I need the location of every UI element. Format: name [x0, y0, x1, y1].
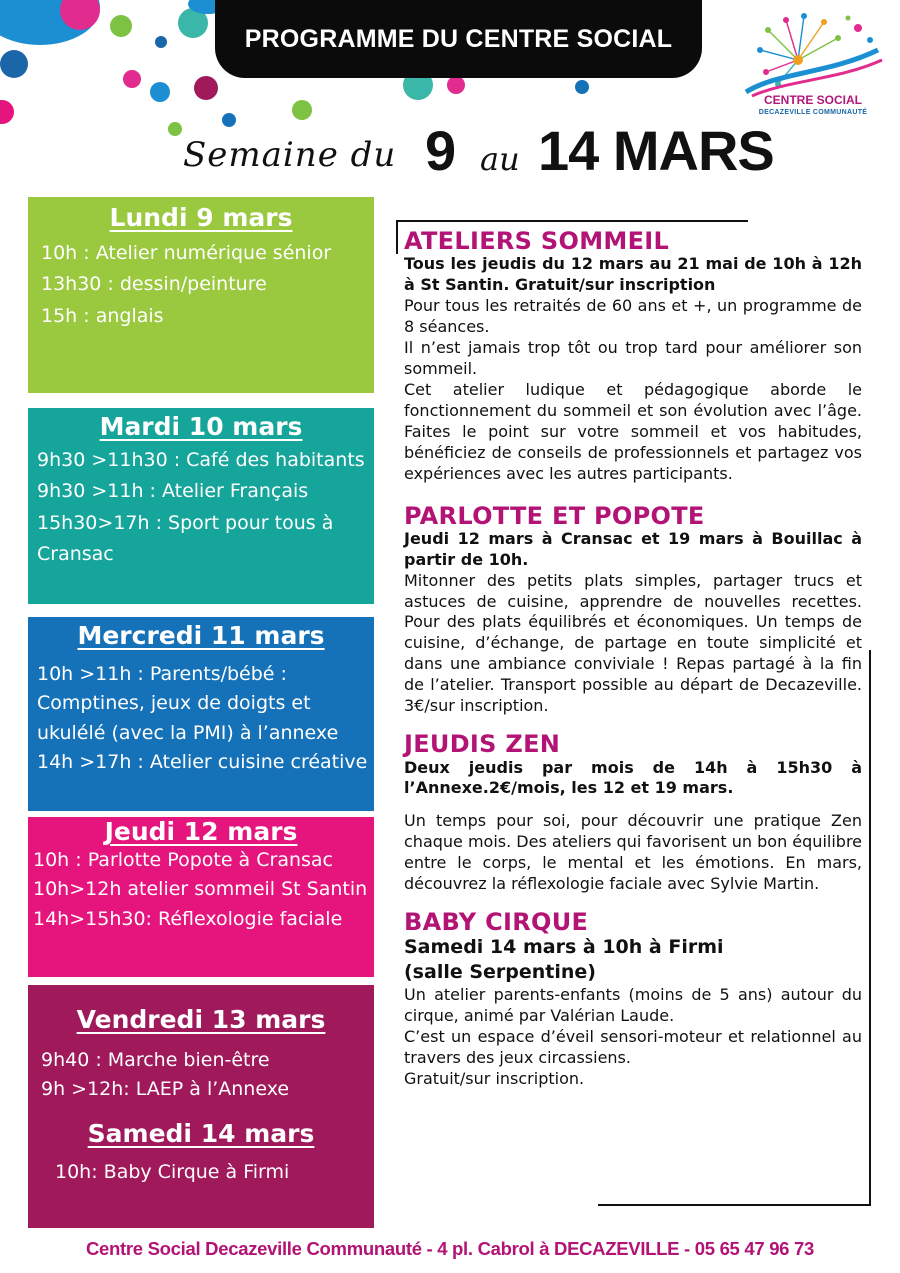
frame-top — [396, 220, 748, 222]
day-box-jeudi — [28, 817, 374, 977]
header-banner — [215, 0, 702, 78]
logo-name: CENTRE SOCIAL — [763, 93, 862, 107]
day-box-lundi — [28, 197, 374, 393]
logo — [738, 10, 888, 125]
day-line: ukulélé (avec la PMI) à l’annexe — [37, 721, 339, 744]
footer-contact: Centre Social Decazeville Communauté - 4 pl. Cabrol à DECAZEVILLE - 05 65 47 96 73 — [86, 1238, 814, 1259]
day-line: 14h >17h : Atelier cuisine créative — [37, 751, 368, 774]
activity-body — [404, 811, 862, 895]
activity-paragraph: Un atelier parents-enfants (moins de 5 ans) autour du cirque, animé par Valérian Laude. — [404, 984, 862, 1025]
activity-title: BABY CIRQUE — [404, 908, 589, 937]
activity-title: PARLOTTE ET POPOTE — [404, 501, 705, 530]
activity-subtitle: Jeudi 12 mars à Cransac et 19 mars à Bouillac à partir de 10h. — [404, 528, 862, 569]
page-title: PROGRAMME DU CENTRE SOCIAL — [244, 24, 673, 53]
frame-bottom — [598, 1204, 871, 1206]
frame-right — [869, 650, 871, 1205]
day-box-mercredi — [28, 617, 374, 811]
dandelion-burst-icon — [738, 10, 888, 100]
activity-paragraph: Un temps pour soi, pour découvrir une pratique Zen chaque mois. Des ateliers qui favorisent un bon équilibre entre le corps, le mental et les émotions. En mars, découvrez la réflexologie faciale avec Sylvie Martin. — [404, 811, 863, 894]
logo-subtitle: DECAZEVILLE COMMUNAUTÉ — [758, 109, 868, 116]
day-line: 10h>12h atelier sommeil St Santin — [33, 878, 368, 901]
activity-paragraph: Il n’est jamais trop tôt ou trop tard pour améliorer son sommeil. — [404, 337, 862, 378]
activity-paragraph: C’est un espace d’éveil sensori-moteur et relationnel au travers des jeux circassiens. — [404, 1026, 862, 1067]
day-title: Vendredi 13 mars — [76, 1005, 326, 1034]
week-connector: au — [480, 140, 520, 178]
activity-ateliers-sommeil — [404, 228, 862, 485]
day-title: Mercredi 11 mars — [77, 621, 325, 650]
activity-parlotte-popote — [404, 503, 862, 718]
activity-title: JEUDIS ZEN — [404, 730, 561, 759]
day-line: 13h30 : dessin/peinture — [41, 273, 267, 296]
activity-paragraph: Cet atelier ludique et pédagogique aborde le fonctionnement du sommeil et son évolution avec l’âge. Faites le point sur votre sommeil et vos habitudes, bénéficiez de conseils de professionnels et partagez vos expériences avec les autres participants. — [404, 379, 862, 483]
day-title: Lundi 9 mars — [109, 203, 293, 232]
day-line: 9h30 >11h30 : Café des habitants — [37, 449, 365, 471]
week-end-date: 14 MARS — [538, 119, 774, 182]
activity-paragraph: Mitonner des petits plats simples, partager trucs et astuces de cuisine, apprendre de nouvelles recettes. Pour des plats équilibrés et économiques. Un temps de cuisine, d’échange, de partage en toute simplicité et dans une ambiance conviviale ! Repas partagé à la fin de l’atelier. Transport possible au départ de Decazeville. 3€/sur inscription. — [404, 570, 862, 716]
activity-subtitle: Samedi 14 mars à 10h à Firmi (salle Serpentine) — [404, 936, 724, 984]
day-line: 10h : Parlotte Popote à Cransac — [33, 849, 333, 871]
activity-subtitle: Deux jeudis par mois de 14h à 15h30 à l’Annexe.2€/mois, les 12 et 19 mars. — [404, 757, 862, 798]
activity-jeudis-zen — [404, 731, 862, 895]
activity-body — [404, 985, 862, 1090]
day-line: Cransac — [37, 543, 114, 566]
day-box-mardi — [28, 408, 374, 604]
day-line: 15h30>17h : Sport pour tous à — [37, 511, 334, 534]
activity-paragraph: Gratuit/sur inscription. — [404, 1068, 585, 1088]
day-title: Mardi 10 mars — [99, 412, 303, 441]
day-line: 10h: Baby Cirque à Firmi — [55, 1160, 290, 1183]
week-start-day: 9 — [425, 119, 457, 182]
day-line: 9h40 : Marche bien-être — [41, 1049, 270, 1071]
frame-left — [396, 220, 398, 254]
day-box-vendredi-samedi — [28, 985, 374, 1228]
activity-subtitle: Tous les jeudis du 12 mars au 21 mai de 10h à 12h à St Santin. Gratuit/sur inscription — [404, 254, 862, 295]
day-title: Samedi 14 mars — [87, 1118, 315, 1148]
day-line: Comptines, jeux de doigts et — [37, 692, 311, 715]
activity-paragraph: Pour tous les retraités de 60 ans et +, un programme de 8 séances. — [404, 295, 862, 336]
day-line: 9h >12h: LAEP à l’Annexe — [41, 1078, 290, 1101]
day-line: 15h : anglais — [41, 304, 164, 327]
week-prefix: Semaine du — [183, 135, 397, 175]
day-line: 9h30 >11h : Atelier Français — [37, 480, 309, 503]
activities-column — [404, 228, 862, 1104]
activity-body — [404, 571, 862, 718]
day-line: 10h >11h : Parents/bébé : — [37, 663, 287, 685]
activity-baby-cirque — [404, 909, 862, 1090]
day-title: Jeudi 12 mars — [104, 817, 298, 846]
day-line: 10h : Atelier numérique sénior — [41, 242, 332, 264]
day-line: 14h>15h30: Réflexologie faciale — [33, 907, 343, 930]
activity-title: ATELIERS SOMMEIL — [404, 227, 670, 255]
activity-body — [404, 296, 862, 485]
